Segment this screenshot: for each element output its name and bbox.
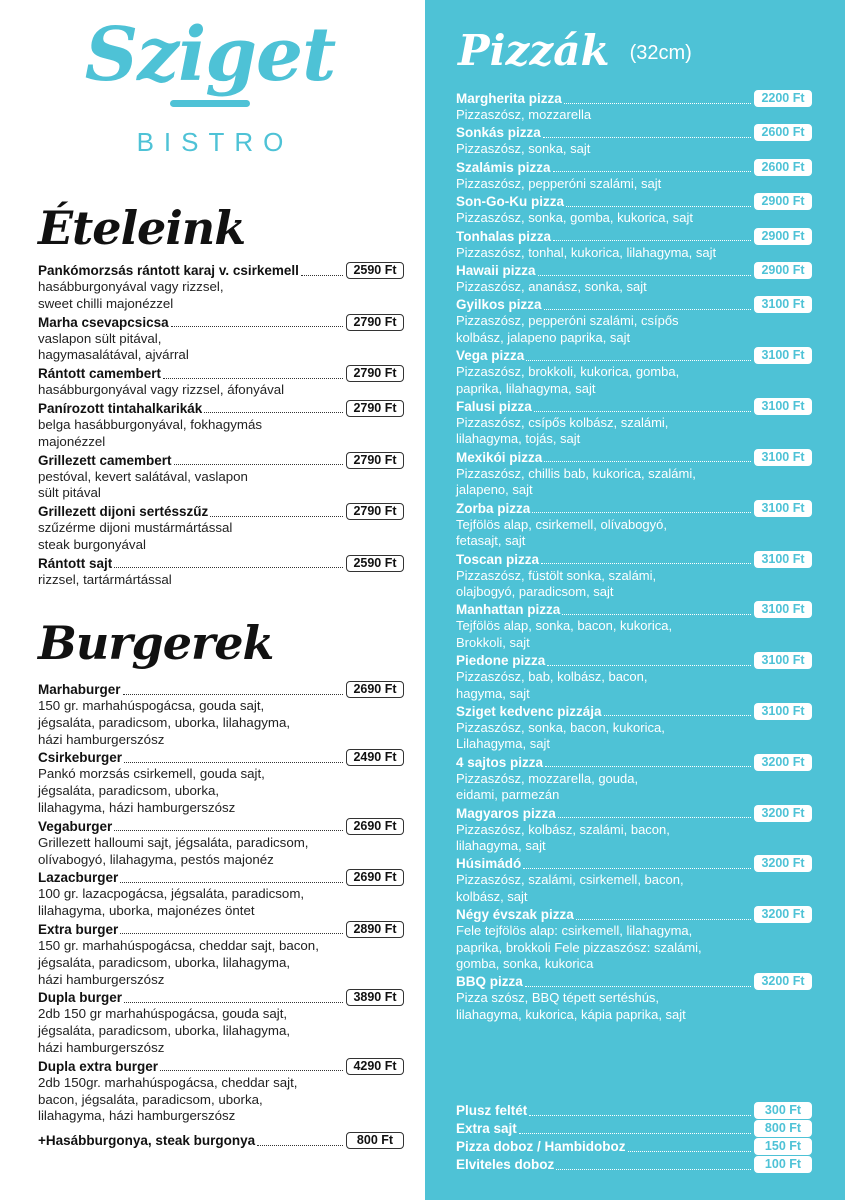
menu-item [456,262,812,295]
menu-item [456,449,812,499]
item-description: Pizzaszósz, sonka, gomba, kukorica, sajt [456,210,693,226]
item-name: Hawaii pizza [456,263,536,279]
menu-item-row [456,449,812,466]
item-description: hagyma, sajt [456,685,530,701]
item-name: 4 sajtos pizza [456,754,544,770]
menu-item-row [38,452,404,469]
dot-leader [123,685,343,695]
item-name: Pizza doboz / Hambidoboz [456,1139,626,1154]
item-name: Piedone pizza [456,653,546,669]
pizzak-menu [456,90,812,1024]
menu-item [456,703,812,753]
item-description: Pizzaszósz, kolbász, szalámi, bacon, [456,821,670,837]
item-description: jégsaláta, paradicsom, uborka, lilahagyma, [38,1023,291,1039]
item-description: steak burgonyával [38,536,146,552]
item-name: Toscan pizza [456,551,540,567]
item-name: Négy évszak pizza [456,907,574,923]
item-description: Pizzaszósz, pepperóni szalámi, sajt [456,175,662,191]
menu-item-row [456,1156,812,1173]
menu-item-row [38,818,404,835]
item-price: 2790 Ft [346,400,404,417]
item-description: Pizzaszósz, szalámi, csirkemell, bacon, [456,872,684,888]
menu-item [456,855,812,905]
item-price: 2600 Ft [754,124,812,141]
item-description: Tejfölös alap, csirkemell, olívabogyó, [456,516,667,532]
brand-name: Sziget [84,12,336,98]
item-description: Pizzaszósz, brokkoli, kukorica, gomba, [456,364,680,380]
menu-item [456,1156,812,1173]
menu-item [456,159,812,192]
dot-leader [553,231,751,241]
dot-leader [120,873,343,883]
dot-leader [523,859,751,869]
dot-leader [204,403,343,413]
item-name: Húsimádó [456,856,522,872]
menu-item [456,652,812,702]
item-description: Pizzaszósz, pepperóni szalámi, csípős [456,313,679,329]
dot-leader [544,300,751,310]
menu-item-row [38,503,404,520]
menu-item-row [38,555,404,572]
item-price: 2900 Ft [754,228,812,245]
dot-leader [160,1061,343,1071]
item-price: 2790 Ft [346,365,404,382]
item-name: BBQ pizza [456,974,523,990]
item-description: 100 gr. lazacpogácsa, jégsaláta, paradicsom, [38,886,305,902]
menu-item [456,601,812,651]
menu-item-row [456,973,812,990]
item-description: gomba, sonka, kukorica [456,956,594,971]
item-description: lilahagyma, házi hamburgerszósz [38,1108,236,1124]
dot-leader [604,706,751,716]
dot-leader [210,507,343,517]
menu-item [456,193,812,226]
item-description: kolbász, sajt [456,888,528,904]
menu-item-row [456,500,812,517]
item-name: Vega pizza [456,348,525,364]
dot-leader [257,1136,343,1146]
item-price: 3890 Ft [346,989,404,1006]
eteleink-menu [38,262,404,590]
menu-item-row [456,262,812,279]
item-description: Pizzaszósz, ananász, sonka, sajt [456,279,647,295]
item-name: Sonkás pizza [456,125,541,141]
menu-item [456,1120,812,1137]
item-description: majonézzel [38,433,106,449]
item-description: lilahagyma, kukorica, kápia paprika, sajt [456,1006,686,1022]
menu-item-row [456,228,812,245]
menu-item [456,124,812,157]
item-description: belga hasábburgonyával, fokhagymás [38,416,262,432]
menu-item-row [38,262,404,279]
menu-item [38,1058,404,1125]
item-price: 3100 Ft [754,449,812,466]
item-description: fetasajt, sajt [456,533,526,549]
dot-leader [532,503,751,513]
item-description: Grillezett halloumi sajt, jégsaláta, paradicsom, [38,834,309,850]
item-name: Elviteles doboz [456,1157,555,1172]
menu-item-row [456,703,812,720]
item-name: Dupla burger [38,990,123,1006]
item-description: jégsaláta, paradicsom, uborka, lilahagyma, [38,714,291,730]
dot-leader [171,317,343,327]
item-price: 2590 Ft [346,555,404,572]
menu-item-row [456,398,812,415]
item-price: 100 Ft [754,1156,812,1173]
brand-underline [170,100,250,107]
item-description: pestóval, kevert salátával, vaslapon [38,468,248,484]
item-price: 150 Ft [754,1138,812,1155]
dot-leader [174,455,343,465]
pizzak-heading [458,26,692,75]
item-description: hagymasalátával, ajvárral [38,347,189,363]
side-menu [38,1132,404,1149]
item-price: 2790 Ft [346,452,404,469]
dot-leader [526,351,751,361]
dot-leader [576,910,751,920]
menu-item [38,452,404,503]
item-name: Plusz feltét [456,1103,528,1118]
menu-item [38,818,404,869]
menu-item-row [456,193,812,210]
menu-item [456,90,812,123]
item-price: 3100 Ft [754,296,812,313]
dot-leader [541,554,751,564]
menu-item-row [456,906,812,923]
menu-item [456,754,812,804]
item-description: Pizzaszósz, sonka, sajt [456,141,591,157]
menu-item [456,906,812,972]
item-name: Rántott camembert [38,366,162,382]
item-price: 3100 Ft [754,652,812,669]
item-name: Manhattan pizza [456,602,561,618]
menu-item [38,921,404,988]
item-price: 3100 Ft [754,551,812,568]
item-description: Pizzaszósz, bab, kolbász, bacon, [456,669,648,685]
item-description: Pankó morzsás csirkemell, gouda sajt, [38,766,265,782]
menu-item-row [456,754,812,771]
dot-leader [301,266,343,276]
dot-leader [519,1124,751,1134]
brand-logo [60,12,360,158]
menu-item-row [456,551,812,568]
menu-item [38,555,404,589]
item-price: 3200 Ft [754,973,812,990]
dot-leader [120,924,343,934]
menu-item [456,805,812,855]
item-price: 2900 Ft [754,262,812,279]
item-description: lilahagyma, sajt [456,837,546,853]
dot-leader [566,197,751,207]
item-name: Csirkeburger [38,750,123,766]
menu-item [38,262,404,313]
menu-item-row [38,400,404,417]
item-price: 2590 Ft [346,262,404,279]
menu-item-row [456,855,812,872]
item-description: lilahagyma, tojás, sajt [456,431,581,447]
item-description: jégsaláta, paradicsom, uborka, [38,783,220,799]
menu-item-row [456,805,812,822]
item-description: Pizzaszósz, sonka, bacon, kukorica, [456,719,665,735]
item-description: sült pitával [38,485,101,501]
menu-item [456,347,812,397]
item-price: 3100 Ft [754,500,812,517]
item-price: 800 Ft [754,1120,812,1137]
item-name: Son-Go-Ku pizza [456,194,564,210]
item-name: Extra burger [38,921,119,937]
side-item-row [38,1132,404,1149]
menu-item [456,551,812,601]
item-price: 2690 Ft [346,818,404,835]
item-description: jalapeno, sajt [456,482,533,498]
menu-item [38,869,404,920]
dot-leader [544,452,751,462]
item-description: szűzérme dijoni mustármártással [38,520,233,536]
item-description: bacon, jégsaláta, paradicsom, uborka, [38,1091,263,1107]
item-price: 3200 Ft [754,855,812,872]
dot-leader [543,128,751,138]
eteleink-title: Ételeink [38,201,246,255]
brand-subtitle: BISTRO [136,127,294,157]
item-name: Tonhalas pizza [456,228,552,244]
item-description: házi hamburgerszósz [38,731,165,747]
menu-item-row [38,921,404,938]
item-name: Grillezett camembert [38,452,172,468]
menu-item [38,365,404,399]
item-description: hasábburgonyával vagy rizzsel, [38,279,224,294]
item-description: Pizzaszósz, tonhal, kukorica, lilahagyma, sajt [456,244,717,260]
extras-menu [456,1102,812,1174]
item-price: 2600 Ft [754,159,812,176]
menu-item [456,1102,812,1119]
menu-item-row [456,296,812,313]
menu-item [456,398,812,448]
item-description: Brokkoli, sajt [456,634,530,650]
menu-item [456,973,812,1023]
menu-item [456,228,812,261]
menu-item-row [38,1058,404,1075]
dot-leader [124,993,343,1003]
menu-item [38,400,404,451]
item-description: paprika, brokkoli Fele pizzaszósz: szalámi, [456,939,702,955]
dot-leader [564,94,751,104]
menu-item [38,989,404,1056]
side-item-name: +Hasábburgonya, steak burgonya [38,1133,256,1148]
menu-item-row [456,159,812,176]
dot-leader [525,977,751,987]
menu-item [456,500,812,550]
item-name: Grillezett dijoni sertésszűz [38,504,209,520]
item-name: Sziget kedvenc pizzája [456,703,602,719]
item-description: sweet chilli majonézzel [38,295,174,311]
dot-leader [529,1106,751,1116]
dot-leader [124,753,343,763]
dot-leader [538,266,751,276]
dot-leader [114,558,343,568]
menu-item-row [38,869,404,886]
item-name: Extra sajt [456,1121,517,1136]
item-description: Lilahagyma, sajt [456,736,550,752]
item-price: 3200 Ft [754,805,812,822]
dot-leader [547,656,751,666]
dot-leader [545,757,751,767]
item-name: Szalámis pizza [456,159,551,175]
menu-item [456,1138,812,1155]
item-description: Fele tejfölös alap: csirkemell, lilahagyma, [456,923,693,939]
menu-item-row [456,652,812,669]
dot-leader [534,402,751,412]
item-price: 2490 Ft [346,749,404,766]
item-price: 3100 Ft [754,347,812,364]
dot-leader [556,1160,751,1170]
menu-item [38,681,404,748]
item-price: 2890 Ft [346,921,404,938]
item-description: házi hamburgerszósz [38,1039,165,1055]
menu-item-row [456,601,812,618]
menu-item-row [456,1102,812,1119]
item-price: 2690 Ft [346,869,404,886]
item-price: 3200 Ft [754,754,812,771]
item-price: 2200 Ft [754,90,812,107]
side-item-price: 800 Ft [346,1132,404,1149]
item-description: kolbász, jalapeno paprika, sajt [456,329,631,345]
dot-leader [114,821,343,831]
item-description: 2db 150gr. marhahúspogácsa, cheddar sajt, [38,1074,298,1090]
menu-item-row [38,365,404,382]
item-price: 2900 Ft [754,193,812,210]
item-description: Pizzaszósz, chillis bab, kukorica, szalámi, [456,465,696,481]
pizzak-title: Pizzák [458,26,610,75]
item-name: Marha csevapcsicsa [38,314,169,330]
dot-leader [562,605,751,615]
menu-item-row [38,314,404,331]
item-description: házi hamburgerszósz [38,971,165,987]
item-description: Pizza szósz, BBQ tépett sertéshús, [456,990,660,1006]
menu-item-row [38,681,404,698]
item-name: Panírozott tintahalkarikák [38,400,203,416]
item-name: Lazacburger [38,870,119,886]
item-name: Magyaros pizza [456,805,556,821]
item-price: 3100 Ft [754,703,812,720]
item-name: Margherita pizza [456,91,562,106]
item-description: hasábburgonyával vagy rizzsel, áfonyával [38,382,285,398]
item-name: Vegaburger [38,818,113,834]
item-price: 4290 Ft [346,1058,404,1075]
item-description: vaslapon sült pitával, [38,330,162,346]
item-price: 2790 Ft [346,314,404,331]
menu-item-row [456,1120,812,1137]
item-description: 150 gr. marhahúspogácsa, cheddar sajt, bacon, [38,937,319,953]
item-price: 3100 Ft [754,601,812,618]
burgerek-menu [38,681,404,1126]
menu-item-row [456,1138,812,1155]
item-description: 2db 150 gr marhahúspogácsa, gouda sajt, [38,1006,288,1022]
item-name: Marhaburger [38,682,121,697]
item-name: Zorba pizza [456,500,531,516]
burgerek-title: Burgerek [38,616,274,670]
item-name: Pankómorzsás rántott karaj v. csirkemell [38,263,299,278]
item-name: Gyilkos pizza [456,297,542,313]
pizzak-size: (32cm) [629,42,692,64]
menu-item [456,296,812,346]
item-description: olajbogyó, paradicsom, sajt [456,583,614,599]
item-description: eidami, parmezán [456,787,560,803]
item-description: jégsaláta, paradicsom, uborka, lilahagyma, [38,954,291,970]
menu-item-row [38,989,404,1006]
item-description: Pizzaszósz, csípős kolbász, szalámi, [456,415,669,431]
item-description: paprika, lilahagyma, sajt [456,380,596,396]
item-price: 3100 Ft [754,398,812,415]
dot-leader [163,369,343,379]
item-name: Falusi pizza [456,399,532,415]
item-description: Pizzaszósz, mozzarella, gouda, [456,770,639,786]
menu-item-row [456,124,812,141]
item-price: 2790 Ft [346,503,404,520]
menu-item [38,314,404,365]
dot-leader [628,1142,752,1152]
menu-item [38,749,404,816]
item-description: lilahagyma, házi hamburgerszósz [38,799,236,815]
item-name: Dupla extra burger [38,1058,159,1074]
item-description: Pizzaszósz, mozzarella [456,107,592,122]
item-description: 150 gr. marhahúspogácsa, gouda sajt, [38,698,265,713]
item-price: 300 Ft [754,1102,812,1119]
menu-item [38,503,404,554]
menu-item-row [38,749,404,766]
item-price: 3200 Ft [754,906,812,923]
item-description: Pizzaszósz, füstölt sonka, szalámi, [456,567,657,583]
dot-leader [558,808,751,818]
dot-leader [553,162,751,172]
item-description: lilahagyma, uborka, majonézes öntet [38,903,255,919]
item-price: 2690 Ft [346,681,404,698]
menu-item-row [456,347,812,364]
menu-item-row [456,90,812,107]
item-name: Mexikói pizza [456,449,543,465]
item-description: olívabogyó, lilahagyma, pestós majonéz [38,851,274,867]
item-name: Rántott sajt [38,555,113,571]
item-description: rizzsel, tartármártással [38,571,172,587]
item-description: Tejfölös alap, sonka, bacon, kukorica, [456,618,673,634]
